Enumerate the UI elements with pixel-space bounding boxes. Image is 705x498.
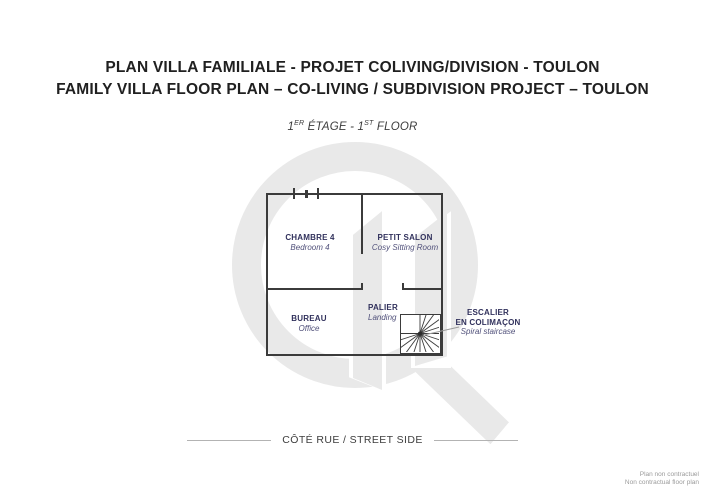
room-label-palier xyxy=(368,303,428,322)
street-side-label: CÔTÉ RUE / STREET SIDE xyxy=(282,434,423,446)
door-jamb-right xyxy=(402,283,404,290)
room-name-fr: PETIT SALON xyxy=(377,233,433,242)
subtitle-en-num: 1 xyxy=(357,120,365,133)
room-name-en: Cosy Sitting Room xyxy=(371,242,439,252)
interior-wall-horizontal-right xyxy=(402,288,441,290)
interior-wall-horizontal-left xyxy=(268,288,362,290)
subtitle-en-rest: FLOOR xyxy=(373,120,418,133)
room-name-fr: BUREAU xyxy=(291,314,327,323)
room-name-fr: PALIER xyxy=(368,303,398,312)
subtitle-fr-num: 1 xyxy=(287,120,295,133)
subtitle-fr-sup: ER xyxy=(294,120,305,127)
room-name-fr: CHAMBRE 4 xyxy=(285,233,335,242)
window-icon xyxy=(293,188,295,199)
page-title xyxy=(0,57,705,100)
room-name-en: Office xyxy=(298,323,320,333)
room-name-en: Landing xyxy=(368,312,397,322)
subtitle-en-sup: ST xyxy=(364,120,374,127)
room-label-petit-salon xyxy=(345,233,465,252)
stair-label xyxy=(428,308,548,337)
disclaimer-note xyxy=(625,471,699,486)
stair-label-fr-2: EN COLIMAÇON xyxy=(455,317,521,327)
room-name-en: Bedroom 4 xyxy=(290,242,330,252)
window-icon xyxy=(317,188,319,199)
stair-label-fr-1: ESCALIER xyxy=(466,308,510,317)
room-label-bureau xyxy=(249,314,369,333)
window-icon xyxy=(305,190,308,198)
street-side-caption xyxy=(0,434,705,446)
disclaimer-en: Non contractual floor plan xyxy=(624,478,699,486)
subtitle-fr-rest: ÉTAGE - xyxy=(304,120,358,133)
disclaimer-fr: Plan non contractuel xyxy=(639,471,699,478)
title-line-fr: PLAN VILLA FAMILIALE - PROJET COLIVING/DIVISION - TOULON xyxy=(105,59,600,76)
street-rule-right xyxy=(434,440,518,441)
door-jamb-left xyxy=(361,283,363,290)
stair-label-en: Spiral staircase xyxy=(460,327,516,336)
floor-subtitle xyxy=(0,120,705,133)
title-line-en: FAMILY VILLA FLOOR PLAN – CO-LIVING / SUBDIVISION PROJECT – TOULON xyxy=(56,80,649,98)
street-rule-left xyxy=(187,440,271,441)
